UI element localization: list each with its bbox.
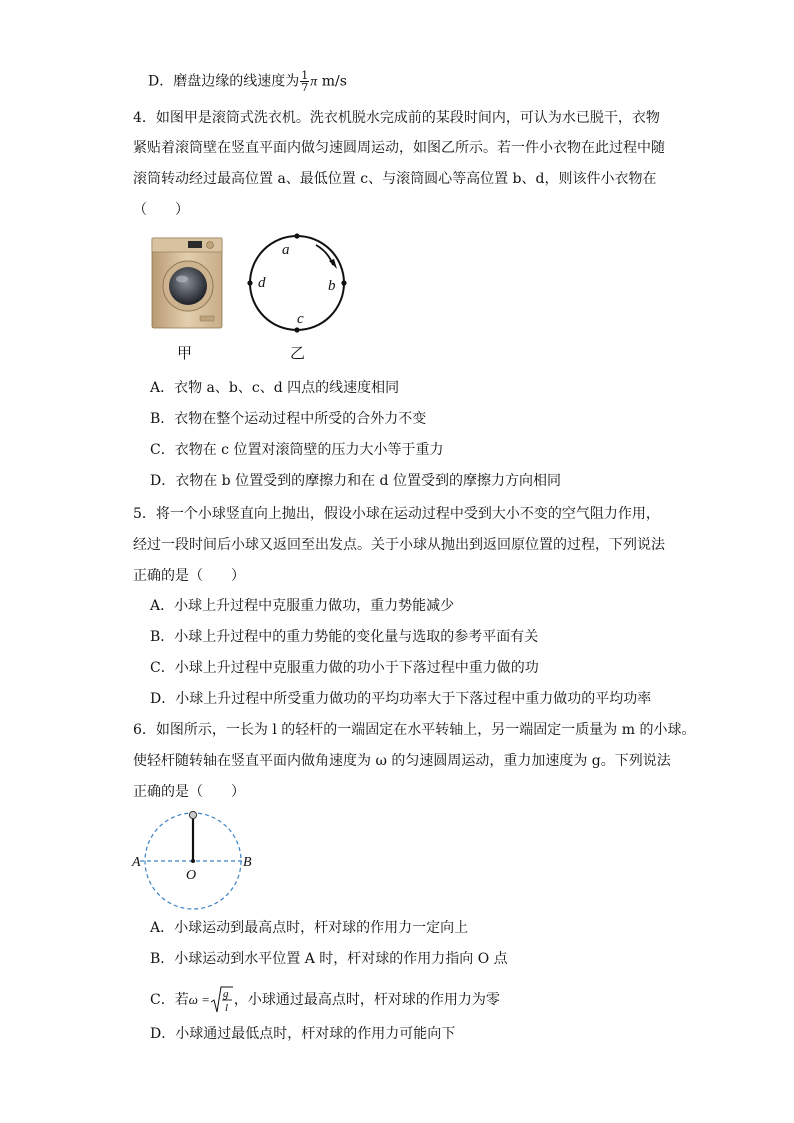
svg-text:l: l	[224, 1002, 228, 1014]
point-o-label: O	[186, 868, 197, 883]
q4-option-c: C．衣物在 c 位置对滚筒壁的压力大小等于重力	[150, 442, 444, 458]
q6-option-c	[150, 985, 500, 1015]
point-a-label: A	[132, 855, 141, 870]
q3-unit: m/s	[321, 73, 347, 90]
rotating-rod-diagram	[130, 808, 260, 912]
point-c-marker	[294, 327, 299, 332]
q3-option-d	[148, 70, 347, 93]
q6-option-c-prefix: C．若	[150, 992, 189, 1008]
q5-option-a: A．小球上升过程中克服重力做功，重力势能减少	[150, 598, 455, 614]
fraction-denominator: 7	[301, 81, 309, 94]
q4-option-d: D．衣物在 b 位置受到的摩擦力和在 d 位置受到的摩擦力方向相同	[150, 473, 561, 489]
point-a-label: a	[282, 242, 290, 258]
ball-marker	[189, 811, 196, 818]
fraction-numerator: 1	[301, 69, 309, 82]
q5-stem-line-3: 正确的是（ ）	[133, 568, 245, 584]
svg-text:g: g	[222, 988, 229, 1000]
pi-symbol: π	[310, 74, 318, 90]
pivot-o-marker	[191, 859, 195, 863]
sqrt-g-over-l	[210, 985, 234, 1015]
sqrt-radical-icon	[210, 985, 234, 1015]
point-a-marker	[294, 233, 299, 238]
q5-option-d: D．小球上升过程中所受重力做功的平均功率大于下落过程中重力做功的平均功率	[150, 691, 652, 707]
q5-option-b: B．小球上升过程中的重力势能的变化量与选取的参考平面有关	[150, 629, 539, 645]
q6-option-c-suffix: ，小球通过最高点时，杆对球的作用力为零	[233, 992, 500, 1008]
q4-stem-line-3: 滚筒转动经过最高位置 a、最低位置 c、与滚筒圆心等高位置 b、d，则该件小衣物在	[133, 171, 657, 187]
point-d-label: d	[258, 275, 266, 291]
figure-label-jia: 甲	[177, 344, 193, 362]
point-b-marker	[341, 280, 346, 285]
point-c-label: c	[297, 311, 304, 327]
q4-option-b: B．衣物在整个运动过程中所受的合外力不变	[150, 411, 427, 427]
q4-option-a: A．衣物 a、b、c、d 四点的线速度相同	[150, 380, 400, 396]
omega-symbol: ω =	[188, 992, 210, 1007]
drum-circle-diagram	[244, 232, 350, 334]
q6-stem-line-2: 使轻杆随转轴在竖直平面内做角速度为 ω 的匀速圆周运动，重力加速度为 g。下列说法	[133, 753, 671, 769]
figure-label-yi: 乙	[290, 344, 306, 362]
q6-option-d: D．小球通过最低点时，杆对球的作用力可能向下	[150, 1026, 456, 1042]
q4-stem-line-1: 4．如图甲是滚筒式洗衣机。洗衣机脱水完成前的某段时间内，可认为水已脱干，衣物	[133, 110, 660, 126]
q6-stem-line-1: 6．如图所示，一长为 l 的轻杆的一端固定在水平转轴上，另一端固定一质量为 m 的小球。	[133, 722, 696, 738]
q6-option-a: A．小球运动到最高点时，杆对球的作用力一定向上	[150, 920, 469, 936]
q5-stem-line-1: 5．将一个小球竖直向上抛出，假设小球在运动过程中受到大小不变的空气阻力作用，	[133, 506, 660, 522]
q4-answer-blank: （ ）	[133, 202, 189, 218]
washing-machine-image	[148, 236, 228, 332]
point-b-label: B	[243, 855, 252, 870]
q3-option-d-text: D．磨盘边缘的线速度为	[148, 73, 300, 90]
q5-option-c: C．小球上升过程中克服重力做的功小于下落过程中重力做的功	[150, 660, 539, 676]
q3-option-d-fraction	[300, 70, 309, 93]
q5-stem-line-2: 经过一段时间后小球又返回至出发点。关于小球从抛出到返回原位置的过程，下列说法	[133, 537, 665, 553]
q6-option-b: B．小球运动到水平位置 A 时，杆对球的作用力指向 O 点	[150, 951, 508, 967]
q6-stem-line-3: 正确的是（ ）	[133, 784, 245, 800]
q4-stem-line-2: 紧贴着滚筒壁在竖直平面内做匀速圆周运动，如图乙所示。若一件小衣物在此过程中随	[133, 140, 665, 156]
point-d-marker	[247, 280, 252, 285]
point-b-label: b	[328, 278, 336, 294]
